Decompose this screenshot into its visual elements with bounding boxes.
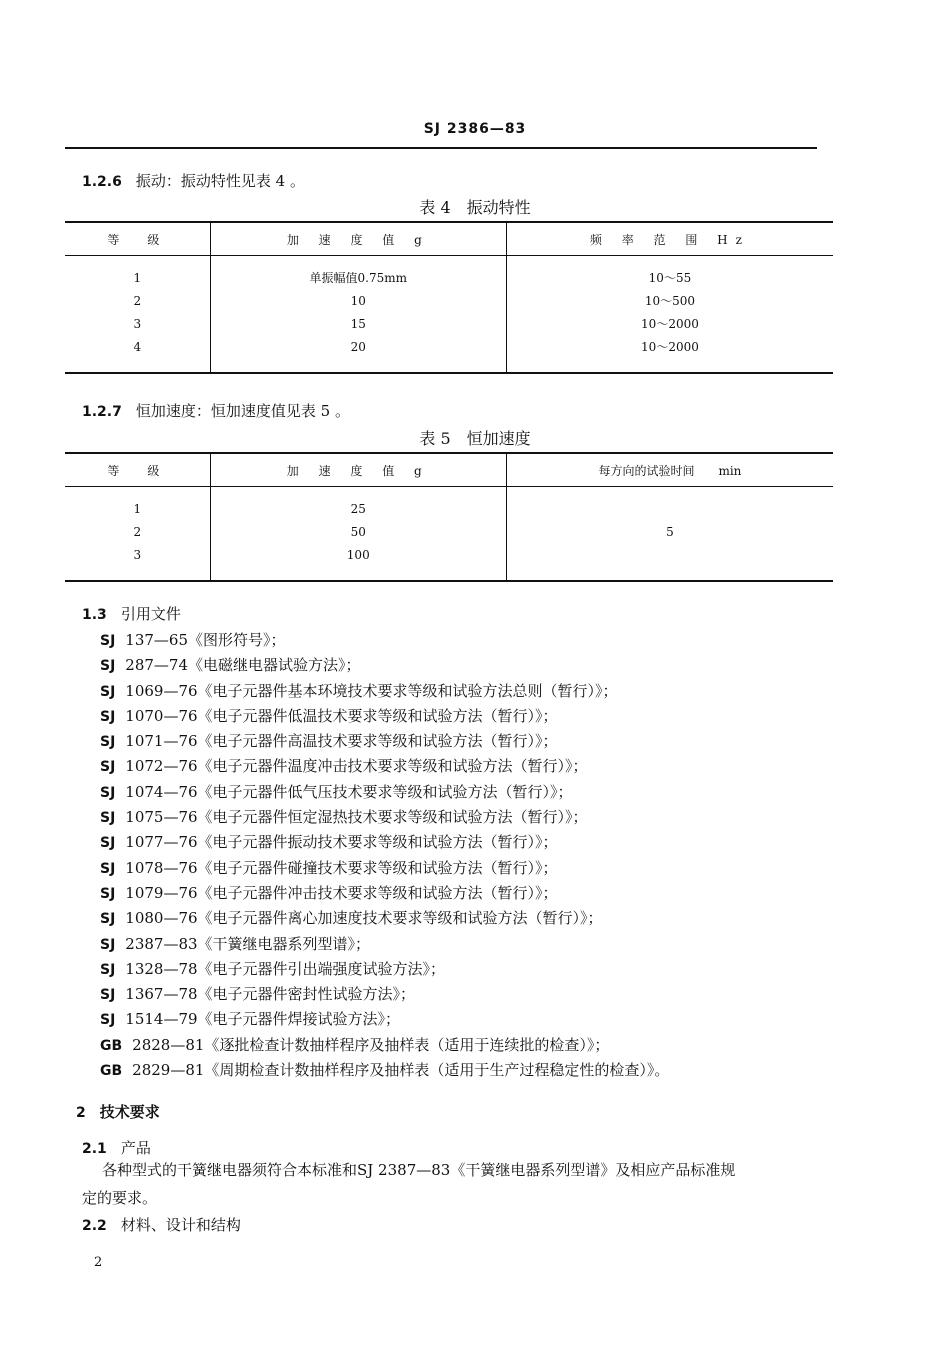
table-row: 2 50 [65,520,833,543]
section-2-1 [82,1137,151,1158]
reference-list [100,628,669,1083]
section-2-1-body-cont: 定的要求。 [82,1189,158,1207]
table4-caption: 表 4 振动特性 [419,198,531,217]
section-2 [76,1101,160,1122]
test-time-value: 5 [666,524,674,539]
table-header-row [65,453,833,487]
section-1-2-7 [82,400,350,421]
section-number: 1.2.6 [82,174,122,190]
section-2-2 [82,1214,241,1235]
table5-caption: 表 5 恒加速度 [419,429,531,448]
list-item: GB 2828—81《逐批检查计数抽样程序及抽样表（适用于连续批的检查）》； [100,1035,610,1054]
list-item: SJ 1072—76《电子元器件温度冲击技术要求等级和试验方法（暂行）》； [100,757,588,776]
table-header-row [65,222,833,256]
table-row: 2 10 10～500 [65,289,833,312]
section-number: 2.1 [82,1141,107,1157]
table5-constant-acceleration [65,452,833,582]
column-header-acceleration: 加 速 度 值 g [210,222,506,256]
section-1-3 [82,603,181,624]
column-header-grade: 等 级 [65,222,210,256]
list-item: SJ 1328—78《电子元器件引出端强度试验方法》； [100,959,446,978]
column-header-grade: 等 级 [65,453,210,487]
table-row: 1 单振幅值0.75mm 10～55 [65,266,833,289]
page-number: 2 [94,1255,103,1270]
section-number: 2 [76,1105,86,1121]
section-2-1-body: 各种型式的干簧继电器须符合本标准和SJ 2387—83《干簧继电器系列型谱》及相应产品标准规 [102,1161,736,1179]
table-row: 3 15 10～2000 [65,312,833,335]
list-item: SJ 1514—79《电子元器件焊接试验方法》； [100,1010,401,1029]
list-item: SJ 1074—76《电子元器件低气压技术要求等级和试验方法（暂行）》； [100,782,573,801]
section-text: 产品 [120,1139,151,1157]
section-text: 振动：振动特性见表 4 。 [135,172,305,190]
section-1-2-6 [82,170,305,191]
list-item: SJ 137—65《图形符号》； [100,631,286,649]
table-row: 1 25 5 [65,497,833,520]
list-item: SJ 1080—76《电子元器件离心加速度技术要求等级和试验方法（暂行）》； [100,909,603,928]
list-item: SJ 1079—76《电子元器件冲击技术要求等级和试验方法（暂行）》； [100,883,558,902]
section-text: 恒加速度：恒加速度值见表 5 。 [135,402,350,420]
section-number: 1.3 [82,607,107,623]
column-header-test-time: 每方向的试验时间 min [506,453,833,487]
list-item: SJ 1078—76《电子元器件碰撞技术要求等级和试验方法（暂行）》； [100,858,558,877]
section-text: 引用文件 [120,605,181,623]
list-item: SJ 1077—76《电子元器件振动技术要求等级和试验方法（暂行）》； [100,833,558,852]
column-header-frequency: 频 率 范 围 Hz [506,222,833,256]
section-number: 2.2 [82,1218,107,1234]
list-item: SJ 287—74《电磁继电器试验方法》； [100,656,361,675]
list-item: SJ 1069—76《电子元器件基本环境技术要求等级和试验方法总则（暂行）》； [100,681,618,700]
section-text: 材料、设计和结构 [120,1216,241,1234]
section-number: 1.2.7 [82,404,122,420]
list-item: SJ 1071—76《电子元器件高温技术要求等级和试验方法（暂行）》； [100,732,558,751]
section-title: 技术要求 [99,1103,160,1121]
list-item: GB 2829—81《周期检查计数抽样程序及抽样表（适用于生产过程稳定性的检查）》。 [100,1061,670,1080]
list-item: SJ 1070—76《电子元器件低温技术要求等级和试验方法（暂行）》； [100,706,558,725]
table4-vibration [65,221,833,374]
list-item: SJ 1367—78《电子元器件密封性试验方法》； [100,985,416,1004]
table-row: 4 20 10～2000 [65,335,833,358]
table-row: 3 100 [65,543,833,566]
document-header: SJ 2386—83 [423,121,527,137]
header-rule [65,147,817,149]
list-item: SJ 1075—76《电子元器件恒定湿热技术要求等级和试验方法（暂行）》； [100,808,588,827]
column-header-acceleration: 加 速 度 值 g [210,453,506,487]
list-item: SJ 2387—83《干簧继电器系列型谱》； [100,934,371,953]
